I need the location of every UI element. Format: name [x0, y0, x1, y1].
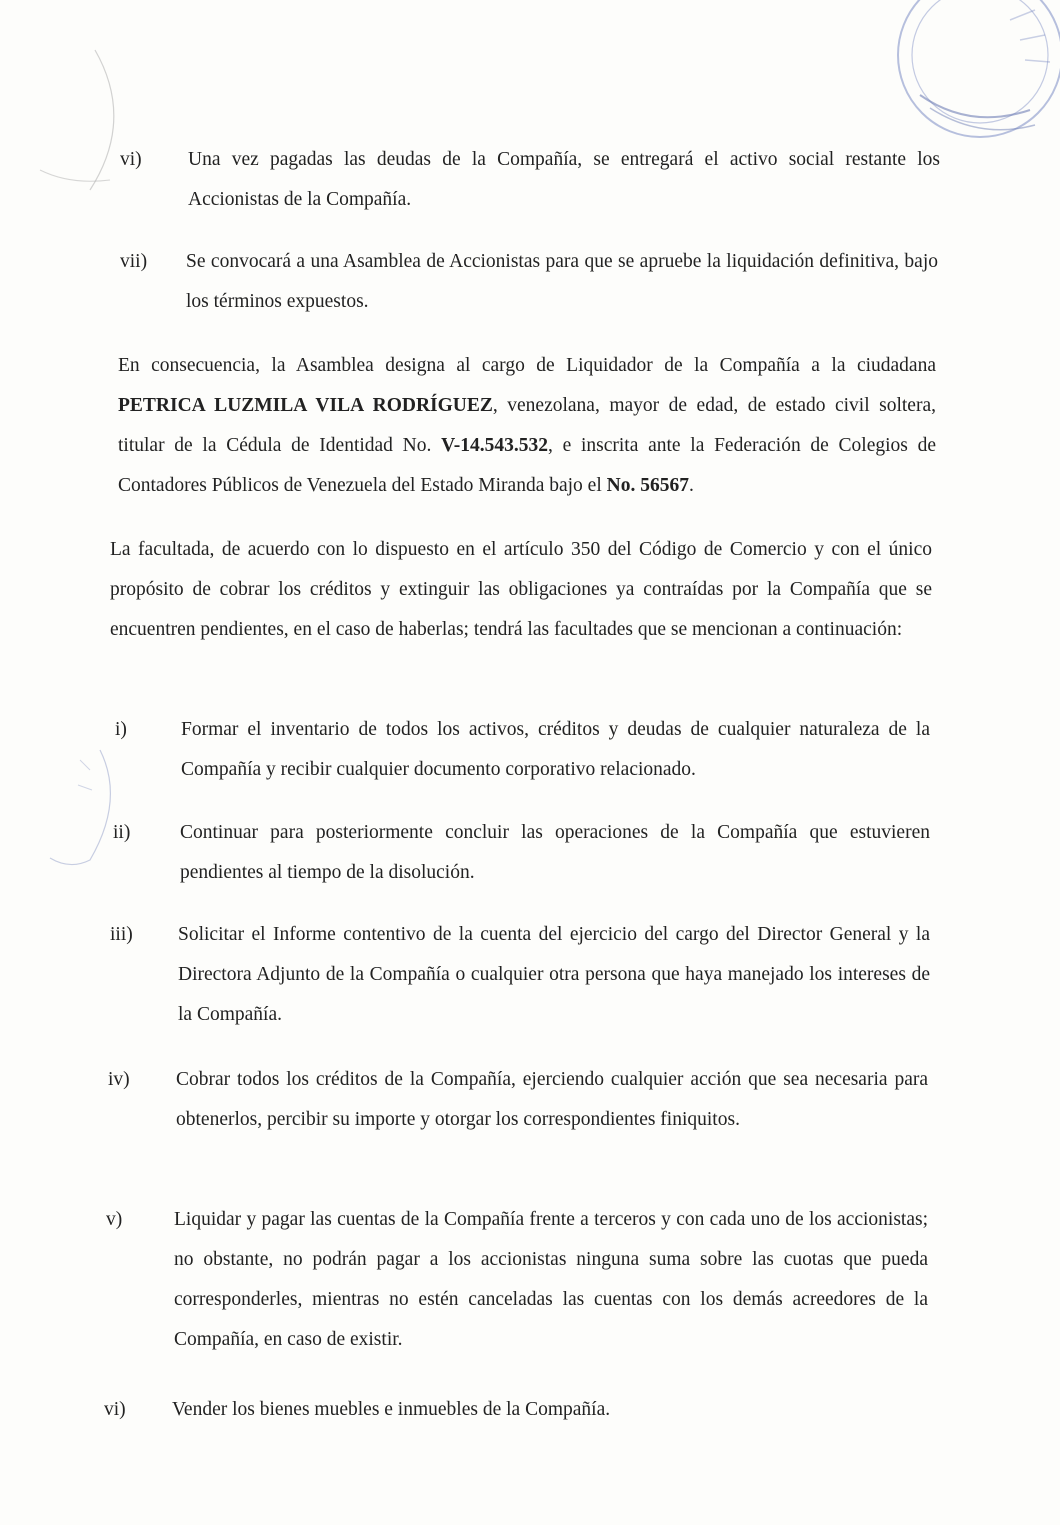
- list-marker: vi): [120, 149, 142, 170]
- designation-text-1: En consecuencia, la Asamblea designa al cargo de Liquidador de la Compañía a la ciudadana: [118, 355, 936, 376]
- list-marker: iii): [110, 924, 133, 945]
- list-item-text: Continuar para posteriormente concluir las operaciones de la Compañía que estuvieren pendientes al tiempo de la disolución.: [180, 822, 930, 883]
- list-item-text: Una vez pagadas las deudas de la Compañía, se entregará el activo social restante los Accionistas de la Compañía.: [188, 149, 940, 210]
- faculties-intro-paragraph: La facultada, de acuerdo con lo dispuesto en el artículo 350 del Código de Comercio y con el único propósito de cobrar los créditos y extinguir las obligaciones ya contraídas por la Compañía que se encuentren pendientes, en el caso de haberlas; tendrá las facultades que se mencionan a continuación:: [110, 539, 932, 640]
- designation-text-4: .: [688, 475, 694, 496]
- margin-seal-stamp: [0, 40, 130, 210]
- list-item: [120, 140, 940, 220]
- list-item-text: Formar el inventario de todos los activos, créditos y deudas de cualquier naturaleza de la Compañía y recibir cualquier documento corporativo relacionado.: [181, 719, 930, 780]
- registry-seal-stamp: [860, 0, 1060, 145]
- list-item: [106, 1200, 928, 1360]
- list-item: [120, 242, 940, 322]
- list-marker: vii): [120, 251, 148, 272]
- id-number: V-14.543.532: [441, 435, 548, 456]
- margin-seal-stamp-2: [30, 740, 120, 870]
- list-marker: i): [115, 719, 127, 740]
- list-item-text: Solicitar el Informe contentivo de la cuenta del ejercicio del cargo del Director General y la Directora Adjunto de la Compañía o cualquier otra persona que haya manejado los intereses de la Compañía.: [178, 924, 930, 1025]
- list-item-text: Se convocará a una Asamblea de Accionistas para que se apruebe la liquidación definitiva, bajo los términos expuestos.: [186, 251, 938, 312]
- list-marker: v): [106, 1209, 123, 1230]
- list-item: [115, 710, 930, 790]
- list-item-text: Cobrar todos los créditos de la Compañía, ejerciendo cualquier acción que sea necesaria para obtenerlos, percibir su importe y otorgar los correspondientes finiquitos.: [176, 1069, 928, 1130]
- list-item: [108, 1060, 928, 1180]
- list-item-text: Vender los bienes muebles e inmuebles de la Compañía.: [172, 1399, 611, 1420]
- designation-text-3: , e inscrita ante la Federación de Colegios de Contadores Públicos de Venezuela del Estado Miranda bajo el: [118, 435, 936, 496]
- designation-paragraph: [118, 346, 936, 506]
- list-item-text: Liquidar y pagar las cuentas de la Compañía frente a terceros y con cada uno de los accionistas; no obstante, no podrán pagar a los accionistas ninguna suma sobre las cuotas que pueda corresponderles, mientras no estén canceladas las cuentas con los demás acreedores de la Compañía, en caso de existir.: [174, 1209, 928, 1350]
- list-item: [110, 915, 930, 1035]
- list-marker: ii): [113, 822, 131, 843]
- registration-number: No. 56567: [606, 475, 689, 496]
- list-marker: iv): [108, 1069, 130, 1090]
- list-item: [104, 1390, 928, 1430]
- liquidator-name: PETRICA LUZMILA VILA RODRÍGUEZ: [118, 395, 493, 416]
- list-item: [113, 813, 930, 893]
- designation-text-2: , venezolana, mayor de edad, de estado civil soltera, titular de la Cédula de Identidad No.: [118, 395, 936, 456]
- list-marker: vi): [104, 1399, 126, 1420]
